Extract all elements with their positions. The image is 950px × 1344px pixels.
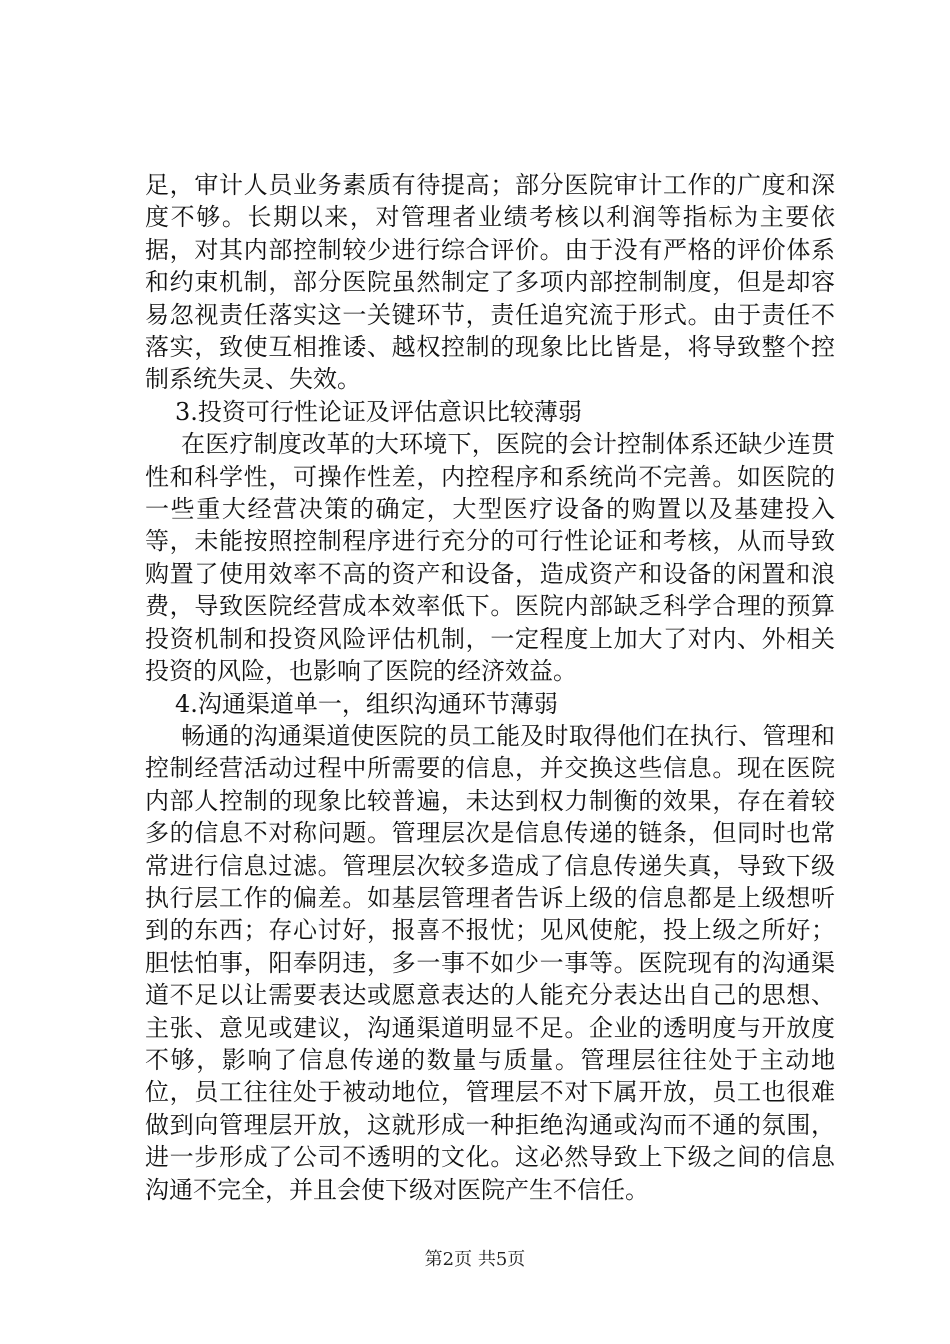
paragraph-communication: 畅通的沟通渠道使医院的员工能及时取得他们在执行、管理和控制经营活动过程中所需要的信息，并交换这些信息。现在医院内部人控制的现象比较普遍，未达到权力制衡的效果，存在着较多的信息不对称问题。管理层次是信息传递的链条，但同时也常常进行信息过滤。管理层次较多造成了信息传递失真，导致下级执行层工作的偏差。如基层管理者告诉上级的信息都是上级想听到的东西；存心讨好，报喜不报忧；见风使舵，投上级之所好；胆怯怕事，阳奉阴违，多一事不如少一事等。医院现有的沟通渠道不足以让需要表达或愿意表达的人能充分表达出自己的思想、主张、意见或建议，沟通渠道明显不足。企业的透明度与开放度不够，影响了信息传递的数量与质量。管理层往往处于主动地位，员工往往处于被动地位，管理层不对下属开放，员工也很难做到向管理层开放，这就形成一种拒绝沟通或沟而不通的氛围，进一步形成了公司不透明的文化。这必然导致上下级之间的信息沟通不完全，并且会使下级对医院产生不信任。	[145, 721, 835, 1204]
paragraph-continuation: 足，审计人员业务素质有待提高；部分医院审计工作的广度和深度不够。长期以来，对管理者业绩考核以利润等指标为主要依据，对其内部控制较少进行综合评价。由于没有严格的评价体系和约束机制，部分医院虽然制定了多项内部控制制度，但是却容易忽视责任落实这一关键环节，责任追究流于形式。由于责任不落实，致使互相推诿、越权控制的现象比比皆是，将导致整个控制系统失灵、失效。	[145, 171, 835, 394]
section-heading-4: 4.沟通渠道单一，组织沟通环节薄弱	[175, 689, 558, 718]
section-heading-3: 3.投资可行性论证及评估意识比较薄弱	[175, 397, 582, 426]
paragraph-investment: 在医疗制度改革的大环境下，医院的会计控制体系还缺少连贯性和科学性，可操作性差，内控程序和系统尚不完善。如医院的一些重大经营决策的确定，大型医疗设备的购置以及基建投入等，未能按照控制程序进行充分的可行性论证和考核，从而导致购置了使用效率不高的资产和设备，造成资产和设备的闲置和浪费，导致医院经营成本效率低下。医院内部缺乏科学合理的预算投资机制和投资风险评估机制，一定程度上加大了对内、外相关投资的风险，也影响了医院的经济效益。	[145, 430, 835, 686]
page-footer: 第2页 共5页	[424, 1249, 526, 1270]
document-body	[145, 169, 835, 1206]
